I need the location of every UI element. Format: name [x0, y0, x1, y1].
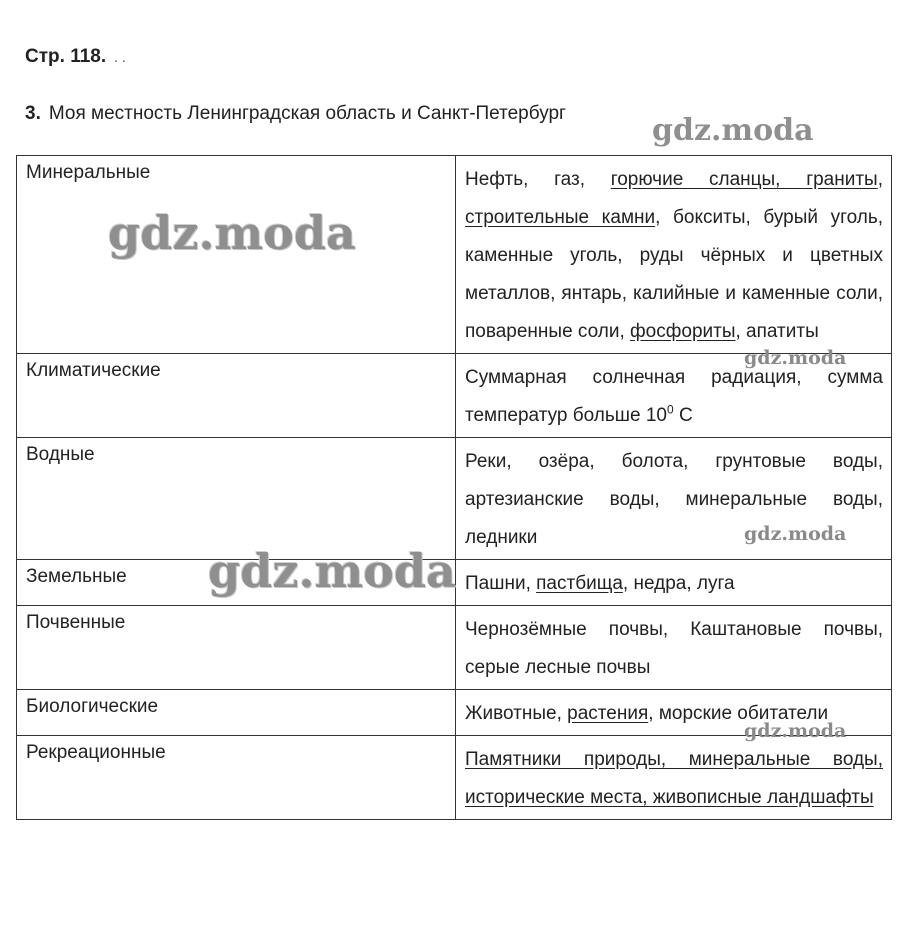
table-row [17, 354, 892, 438]
text-fragment: Нефть, газ, [465, 169, 611, 190]
table-row [17, 438, 892, 560]
text-fragment: , морские обитатели [648, 703, 829, 724]
resource-examples [456, 560, 892, 606]
watermark: gdz.moda [108, 206, 356, 260]
watermark: gdz.moda [744, 523, 847, 545]
text-fragment: , апатиты [735, 321, 819, 342]
underlined-text: фосфориты [630, 321, 736, 342]
text-fragment: Суммарная солнечная радиация, сумма температур больше 10 [465, 367, 883, 426]
underlined-text: пастбища [536, 573, 623, 594]
resource-category: Климатические [17, 354, 456, 438]
task-text: Моя местность Ленинградская область и Санкт-Петербург [48, 103, 566, 124]
resource-examples [456, 690, 892, 736]
watermark: gdz.moda [652, 113, 814, 148]
resource-examples [456, 354, 892, 438]
underlined-text: растения [567, 703, 649, 724]
page-number [25, 46, 126, 68]
resource-category: Минеральные [17, 156, 456, 354]
resource-category: Почвенные [17, 606, 456, 690]
resource-examples [456, 606, 892, 690]
text-fragment: 0 [666, 402, 674, 417]
underlined-text: горючие сланцы, граниты [610, 169, 878, 190]
table-row [17, 690, 892, 736]
watermark: gdz.moda [744, 347, 847, 369]
task-heading [25, 103, 566, 125]
task-number: 3. [25, 103, 41, 124]
underlined-text: строительные камни [465, 207, 656, 228]
text-fragment: Реки, озёра, болота, грунтовые воды, артезианские воды, минеральные воды, ледники [465, 451, 883, 548]
text-fragment: , бокситы, бурый уголь, каменные уголь, руды чёрных и цветных металлов, янтарь, калийные и каменные соли, поваренные соли, [465, 207, 883, 342]
table-row [17, 606, 892, 690]
text-fragment: Пашни, [465, 573, 537, 594]
resources-table [16, 155, 892, 820]
text-fragment: С [673, 405, 693, 426]
resource-examples [456, 736, 892, 820]
resource-category: Водные [17, 438, 456, 560]
table-row [17, 736, 892, 820]
text-fragment: Животные, [465, 703, 568, 724]
text-fragment: , [877, 169, 883, 190]
resource-examples [456, 438, 892, 560]
page-number-text: Стр. 118. [25, 46, 107, 67]
watermark: gdz.moda [208, 544, 456, 598]
table-row [17, 156, 892, 354]
resource-category: Биологические [17, 690, 456, 736]
resource-category: Земельные [17, 560, 456, 606]
text-fragment: , недра, луга [622, 573, 735, 594]
table-row [17, 560, 892, 606]
text-fragment: Чернозёмные почвы, Каштановые почвы, серые лесные почвы [465, 619, 883, 678]
resource-examples [456, 156, 892, 354]
resource-category: Рекреационные [17, 736, 456, 820]
page-dots: . . [114, 49, 126, 65]
underlined-text: Памятники природы, минеральные воды, исторические места, живописные ландшафты [465, 749, 883, 808]
watermark: gdz.moda [744, 720, 847, 742]
